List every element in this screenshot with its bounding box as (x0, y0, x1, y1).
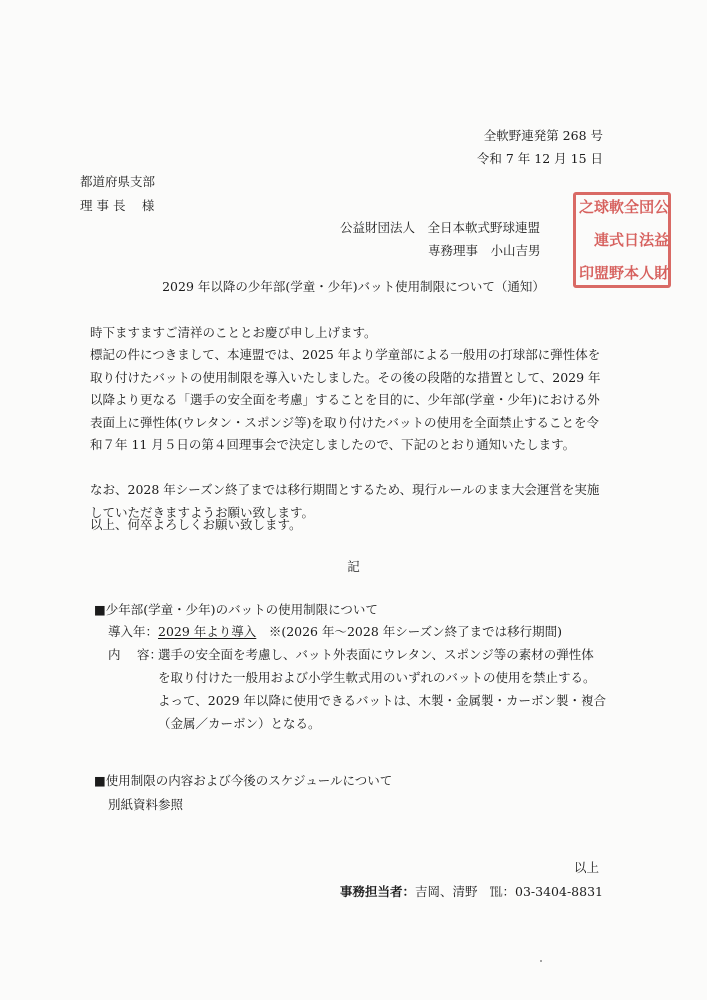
section1-heading: ■少年部(学童・少年)のバットの使用制限について (94, 602, 378, 617)
section2-reference: 別紙資料参照 (108, 797, 184, 812)
closing-mark: 以上 (573, 860, 599, 875)
paragraph-transition: なお、2028 年シーズン終了までは移行期間とするため、現行ルールのまま大会運営を実施していただきますようお願い致します。 (90, 482, 600, 520)
seal-column: 球 連 盟 (594, 198, 610, 282)
content-line: を取り付けた一般用および小学生軟式用のいずれのバットの使用を禁止する。 (158, 670, 596, 685)
intro-year-line (108, 622, 562, 640)
paragraph-closing-request: 以上、何卒よろしくお願い致します。 (90, 517, 302, 532)
recipient-line-1: 都道府県支部 (80, 174, 156, 189)
seal-column: 団 法 人 (639, 198, 655, 282)
section2-heading: ■使用制限の内容および今後のスケジュールについて (94, 773, 393, 788)
contact-label: 事務担当者： (339, 884, 415, 899)
intro-value: 2029 年より導入 (158, 624, 257, 639)
contact-names: 吉岡、清野 (414, 884, 478, 899)
seal-column: 軟 式 野 (609, 198, 625, 282)
tel-label: ℡： (490, 884, 516, 899)
official-seal (573, 192, 671, 288)
sender-name: 専務理事 小山吉男 (428, 243, 541, 258)
intro-note: ※(2026 年～2028 年シーズン終了までは移行期間) (256, 624, 563, 639)
paragraph-greeting: 時下ますますご清祥のこととお慶び申し上げます。 (90, 325, 377, 340)
seal-column: 公 益 財 (654, 198, 670, 282)
scan-speck (540, 960, 542, 962)
ki-heading: 記 (347, 559, 360, 574)
document-number: 全軟野連発第 268 号 (483, 128, 603, 143)
recipient-line-2: 理 事 長 様 (80, 198, 155, 213)
contact-line (340, 882, 603, 900)
content-line: 選手の安全面を考慮し、バット外表面にウレタン、スポンジ等の素材の弾性体 (158, 647, 594, 662)
paragraph-main: 標記の件につきまして、本連盟では、2025 年より学童部による一般用の打球部に弾性体を取り付けたバットの使用制限を導入いたしました。その後の段階的な措置として、2029 年以降より更なる「選手の安全面を考慮」することを目的に、少年部(学童・少年)における外表面上に弾性体(ウレタン・スポンジ等)を取り付けたバットの使用を全面禁止することを令和７年 11 月５日の第４回理事会で決定しましたので、下記のとおり通知いたします。 (90, 347, 601, 452)
document-date: 令和 7 年 12 月 15 日 (476, 151, 603, 166)
content-label: 内 容： (108, 647, 162, 662)
seal-column: 全 日 本 (624, 198, 640, 282)
content-line: よって、2029 年以降に使用できるバットは、木製・金属製・カーボン製・複合 (158, 693, 607, 708)
tel-number: 03-3404-8831 (515, 884, 603, 899)
document-title: 2029 年以降の少年部(学童・少年)バット使用制限について（通知） (162, 279, 545, 294)
seal-column: 之 印 (579, 198, 595, 282)
content-line: （金属／カーボン）となる。 (158, 716, 321, 731)
intro-label: 導入年： (108, 624, 159, 639)
sender-organization: 公益財団法人 全日本軟式野球連盟 (340, 220, 541, 235)
